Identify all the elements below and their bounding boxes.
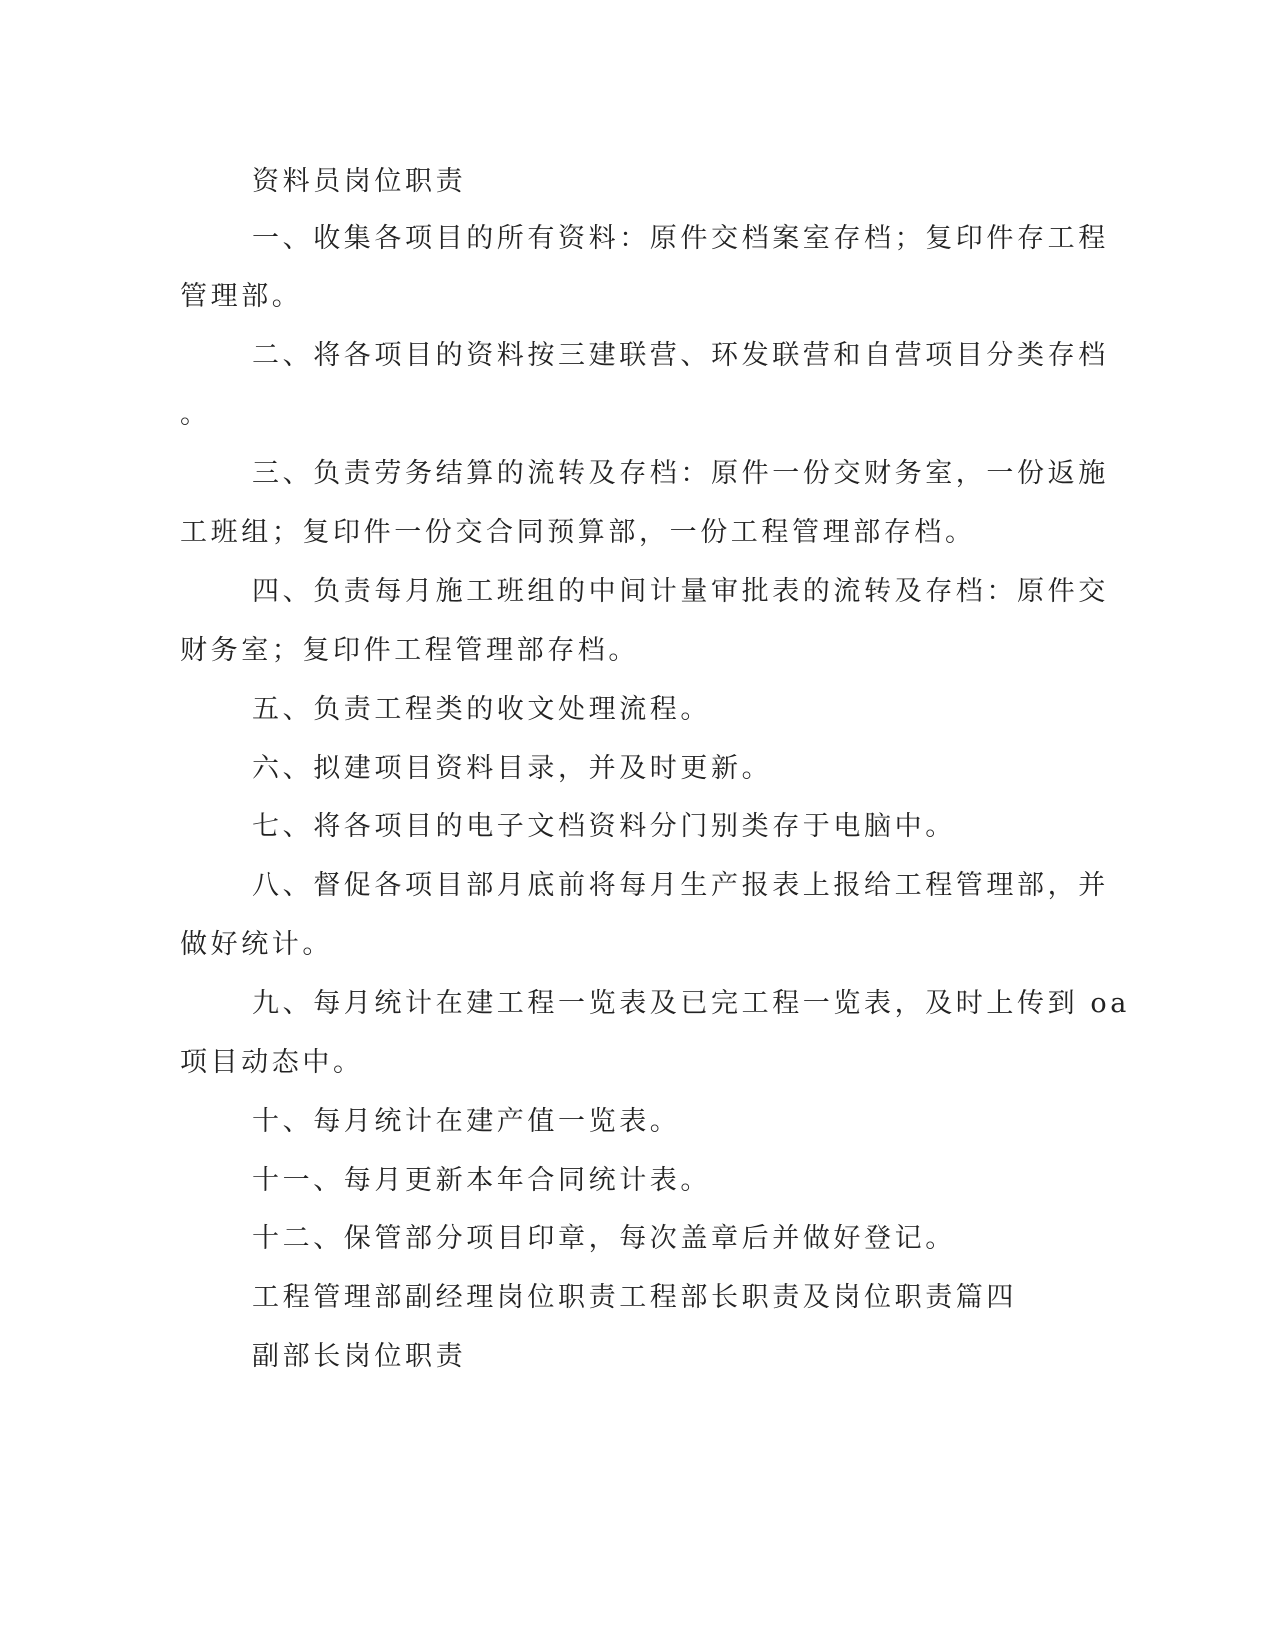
paragraph-line: 做好统计。 [180, 929, 333, 960]
section-title: 副部长岗位职责 [252, 1341, 467, 1372]
paragraph-line: 工班组；复印件一份交合同预算部，一份工程管理部存档。 [180, 517, 976, 548]
paragraph-line: 财务室；复印件工程管理部存档。 [180, 635, 639, 666]
paragraph-line: 四、负责每月施工班组的中间计量审批表的流转及存档：原件交 [252, 576, 1109, 607]
paragraph-line: 十、每月统计在建产值一览表。 [252, 1106, 681, 1137]
paragraph-line: 十二、保管部分项目印章，每次盖章后并做好登记。 [252, 1223, 956, 1254]
paragraph-line: 一、收集各项目的所有资料：原件交档案室存档；复印件存工程 [252, 223, 1109, 254]
paragraph-line: 项目动态中。 [180, 1047, 364, 1078]
section-heading: 工程管理部副经理岗位职责工程部长职责及岗位职责篇四 [252, 1282, 1017, 1313]
paragraph-line: 六、拟建项目资料目录，并及时更新。 [252, 753, 773, 784]
paragraph-line: 三、负责劳务结算的流转及存档：原件一份交财务室，一份返施 [252, 458, 1109, 489]
section-title: 资料员岗位职责 [252, 166, 467, 197]
paragraph-line: 十一、每月更新本年合同统计表。 [252, 1165, 711, 1196]
paragraph-line: 七、将各项目的电子文档资料分门别类存于电脑中。 [252, 811, 956, 842]
paragraph-line: 八、督促各项目部月底前将每月生产报表上报给工程管理部，并 [252, 870, 1109, 901]
paragraph-line: 二、将各项目的资料按三建联营、环发联营和自营项目分类存档 [252, 340, 1109, 371]
paragraph-line: 管理部。 [180, 281, 303, 312]
paragraph-line: 五、负责工程类的收文处理流程。 [252, 694, 711, 725]
paragraph-line: 九、每月统计在建工程一览表及已完工程一览表，及时上传到 oa [252, 988, 1130, 1019]
paragraph-line: 。 [180, 399, 211, 430]
